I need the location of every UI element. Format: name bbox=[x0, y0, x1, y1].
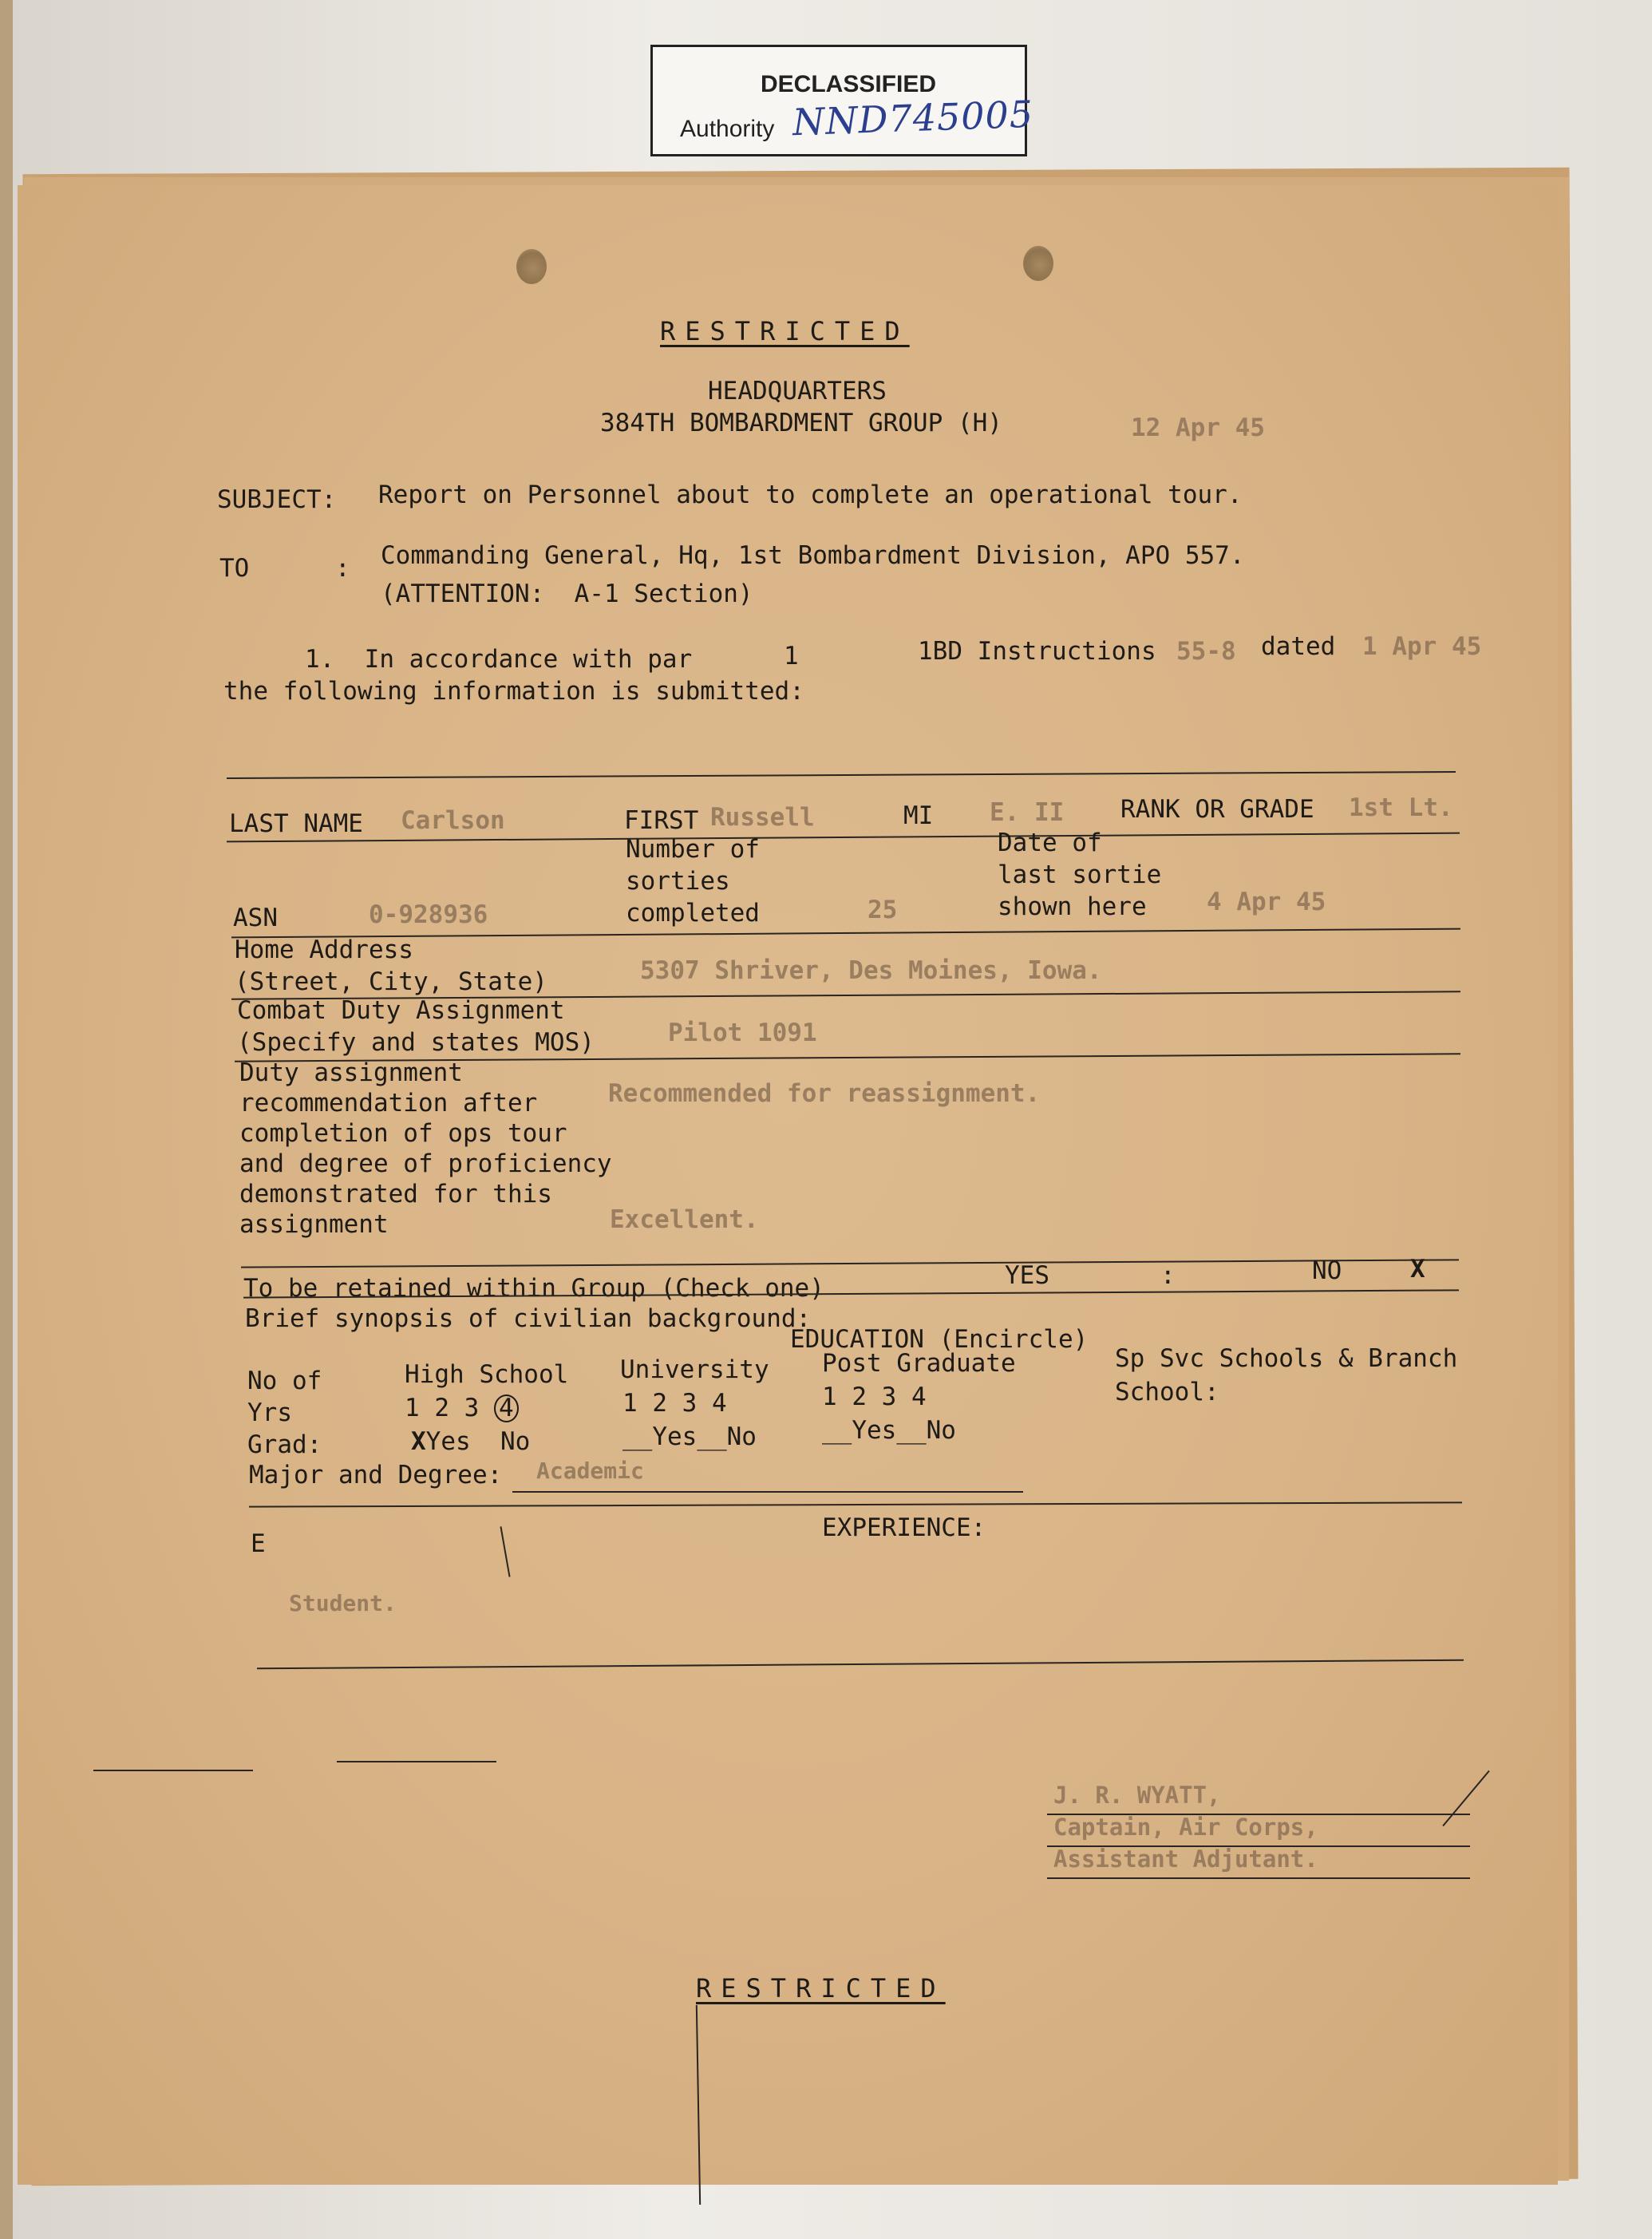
high-school-grad-mark: X bbox=[411, 1427, 426, 1456]
post-graduate-years: 1 2 3 4 bbox=[822, 1383, 927, 1411]
last-sortie-label-1: Date of bbox=[998, 829, 1102, 857]
special-schools-label-2: School: bbox=[1115, 1378, 1219, 1406]
no-of-label: No of bbox=[247, 1367, 322, 1395]
combat-label-1: Combat Duty Assignment bbox=[237, 996, 565, 1025]
org-line-1: HEADQUARTERS bbox=[708, 377, 887, 405]
rule-education-row bbox=[249, 1501, 1462, 1507]
home-address-value: 5307 Shriver, Des Moines, Iowa. bbox=[640, 956, 1102, 985]
last-name-value: Carlson bbox=[401, 806, 505, 835]
retained-label: To be retained within Group (Check one) bbox=[243, 1274, 824, 1303]
retained-no-mark: X bbox=[1410, 1255, 1425, 1284]
adjacent-sheet-edge bbox=[0, 0, 13, 2239]
high-school-years-circled: 4 bbox=[494, 1394, 519, 1422]
rule-major-underline bbox=[512, 1491, 1023, 1493]
sorties-label-2: sorties bbox=[626, 867, 730, 896]
stamp-authority-label: Authority bbox=[680, 116, 775, 142]
duty-label-4: and degree of proficiency bbox=[239, 1149, 612, 1178]
declassified-stamp bbox=[650, 45, 1034, 156]
post-graduate-label: Post Graduate bbox=[822, 1349, 1016, 1378]
para1-prefix: 1. In accordance with par bbox=[305, 645, 693, 674]
rule-experience-row bbox=[257, 1659, 1464, 1670]
subject-label: SUBJECT: bbox=[217, 485, 337, 514]
education-label: EDUCATION (Encircle) bbox=[790, 1325, 1089, 1354]
signature-name: J. R. WYATT, bbox=[1053, 1782, 1221, 1809]
special-schools-label-1: Sp Svc Schools & Branch bbox=[1115, 1344, 1458, 1373]
duty-recommendation-value: Recommended for reassignment. bbox=[608, 1079, 1041, 1108]
para1-dated-value: 1 Apr 45 bbox=[1362, 632, 1482, 661]
experience-value: Student. bbox=[289, 1590, 397, 1616]
para1-instructions-number: 55-8 bbox=[1176, 637, 1236, 666]
pen-stroke-bottom bbox=[696, 2005, 701, 2205]
post-graduate-grad: __Yes__No bbox=[822, 1416, 956, 1445]
document-sheet bbox=[18, 185, 1558, 2185]
high-school-grad bbox=[411, 1427, 530, 1457]
para1-instructions: 1BD Instructions bbox=[918, 637, 1156, 666]
subject-text: Report on Personnel about to complete an operational tour. bbox=[378, 481, 1243, 509]
classification-bottom: RESTRICTED bbox=[696, 1973, 946, 2004]
retained-colon: : bbox=[1160, 1261, 1176, 1290]
combat-label-2: (Specify and states MOS) bbox=[237, 1028, 595, 1057]
high-school-years bbox=[405, 1394, 519, 1423]
high-school-years-uncircled: 1 2 3 bbox=[405, 1394, 480, 1422]
to-line-1: Commanding General, Hq, 1st Bombardment Division, APO 557. bbox=[381, 541, 1245, 570]
pen-stroke-signature bbox=[1442, 1770, 1489, 1826]
stamp-title: DECLASSIFIED bbox=[761, 71, 937, 97]
high-school-label: High School bbox=[405, 1360, 569, 1389]
last-sortie-label-2: last sortie bbox=[998, 860, 1162, 889]
para1-dated-label: dated bbox=[1261, 632, 1336, 661]
rank-value: 1st Lt. bbox=[1349, 793, 1453, 822]
rule-signature-2 bbox=[1047, 1845, 1470, 1847]
e-label: E bbox=[251, 1529, 266, 1558]
stamp-authority-number: NND745005 bbox=[792, 92, 1034, 144]
sorties-label-3: completed bbox=[626, 899, 760, 928]
rank-label: RANK OR GRADE bbox=[1120, 795, 1314, 824]
punch-hole-right bbox=[1023, 246, 1053, 281]
proficiency-value: Excellent. bbox=[610, 1205, 759, 1234]
university-grad: __Yes__No bbox=[622, 1422, 757, 1451]
rule-form-top bbox=[227, 771, 1456, 779]
stray-stroke-mid bbox=[337, 1761, 496, 1762]
combat-duty-value: Pilot 1091 bbox=[668, 1019, 817, 1047]
duty-label-6: assignment bbox=[239, 1210, 389, 1239]
asn-value: 0-928936 bbox=[369, 900, 488, 929]
rule-signature-1 bbox=[1047, 1814, 1470, 1815]
para1-par-number: 1 bbox=[784, 642, 799, 671]
yrs-label: Yrs bbox=[247, 1398, 292, 1427]
university-label: University bbox=[620, 1355, 769, 1384]
punch-hole-left bbox=[516, 249, 547, 284]
mi-value: E. II bbox=[990, 798, 1065, 827]
pen-stroke-experience bbox=[500, 1526, 510, 1576]
document-date: 12 Apr 45 bbox=[1131, 413, 1265, 442]
home-label-2: (Street, City, State) bbox=[235, 967, 547, 996]
mi-label: MI bbox=[903, 801, 934, 830]
duty-label-1: Duty assignment bbox=[239, 1058, 463, 1087]
duty-label-2: recommendation after bbox=[239, 1089, 538, 1118]
synopsis-label: Brief synopsis of civilian background: bbox=[245, 1304, 812, 1333]
last-sortie-value: 4 Apr 45 bbox=[1207, 888, 1326, 916]
high-school-grad-text: Yes No bbox=[425, 1427, 531, 1456]
classification-top: RESTRICTED bbox=[660, 316, 910, 346]
retained-yes-label: YES bbox=[1005, 1261, 1049, 1290]
grad-label: Grad: bbox=[247, 1430, 322, 1459]
retained-no-label: NO bbox=[1312, 1256, 1342, 1285]
home-label-1: Home Address bbox=[235, 936, 413, 964]
duty-label-5: demonstrated for this bbox=[239, 1180, 552, 1209]
stray-stroke-left bbox=[93, 1770, 253, 1771]
to-line-2: (ATTENTION: A-1 Section) bbox=[381, 580, 753, 608]
duty-label-3: completion of ops tour bbox=[239, 1119, 567, 1148]
to-colon: : bbox=[335, 554, 350, 583]
sorties-label-1: Number of bbox=[626, 835, 760, 864]
major-label: Major and Degree: bbox=[249, 1461, 503, 1489]
org-line-2: 384TH BOMBARDMENT GROUP (H) bbox=[600, 409, 1002, 437]
signature-title-2: Assistant Adjutant. bbox=[1053, 1845, 1318, 1873]
rule-signature-3 bbox=[1047, 1877, 1470, 1879]
sorties-value: 25 bbox=[867, 896, 898, 924]
experience-label: EXPERIENCE: bbox=[822, 1513, 986, 1542]
signature-title-1: Captain, Air Corps, bbox=[1053, 1814, 1318, 1841]
last-name-label: LAST NAME bbox=[229, 809, 363, 838]
first-label: FIRST bbox=[624, 806, 699, 835]
rule-duty-row bbox=[241, 1259, 1459, 1268]
para1-line-2: the following information is submitted: bbox=[223, 677, 804, 706]
last-sortie-label-3: shown here bbox=[998, 892, 1147, 921]
to-label: TO bbox=[219, 554, 250, 583]
first-value: Russell bbox=[710, 803, 815, 832]
university-years: 1 2 3 4 bbox=[622, 1389, 727, 1418]
asn-label: ASN bbox=[233, 904, 278, 932]
major-value: Academic bbox=[536, 1458, 644, 1484]
